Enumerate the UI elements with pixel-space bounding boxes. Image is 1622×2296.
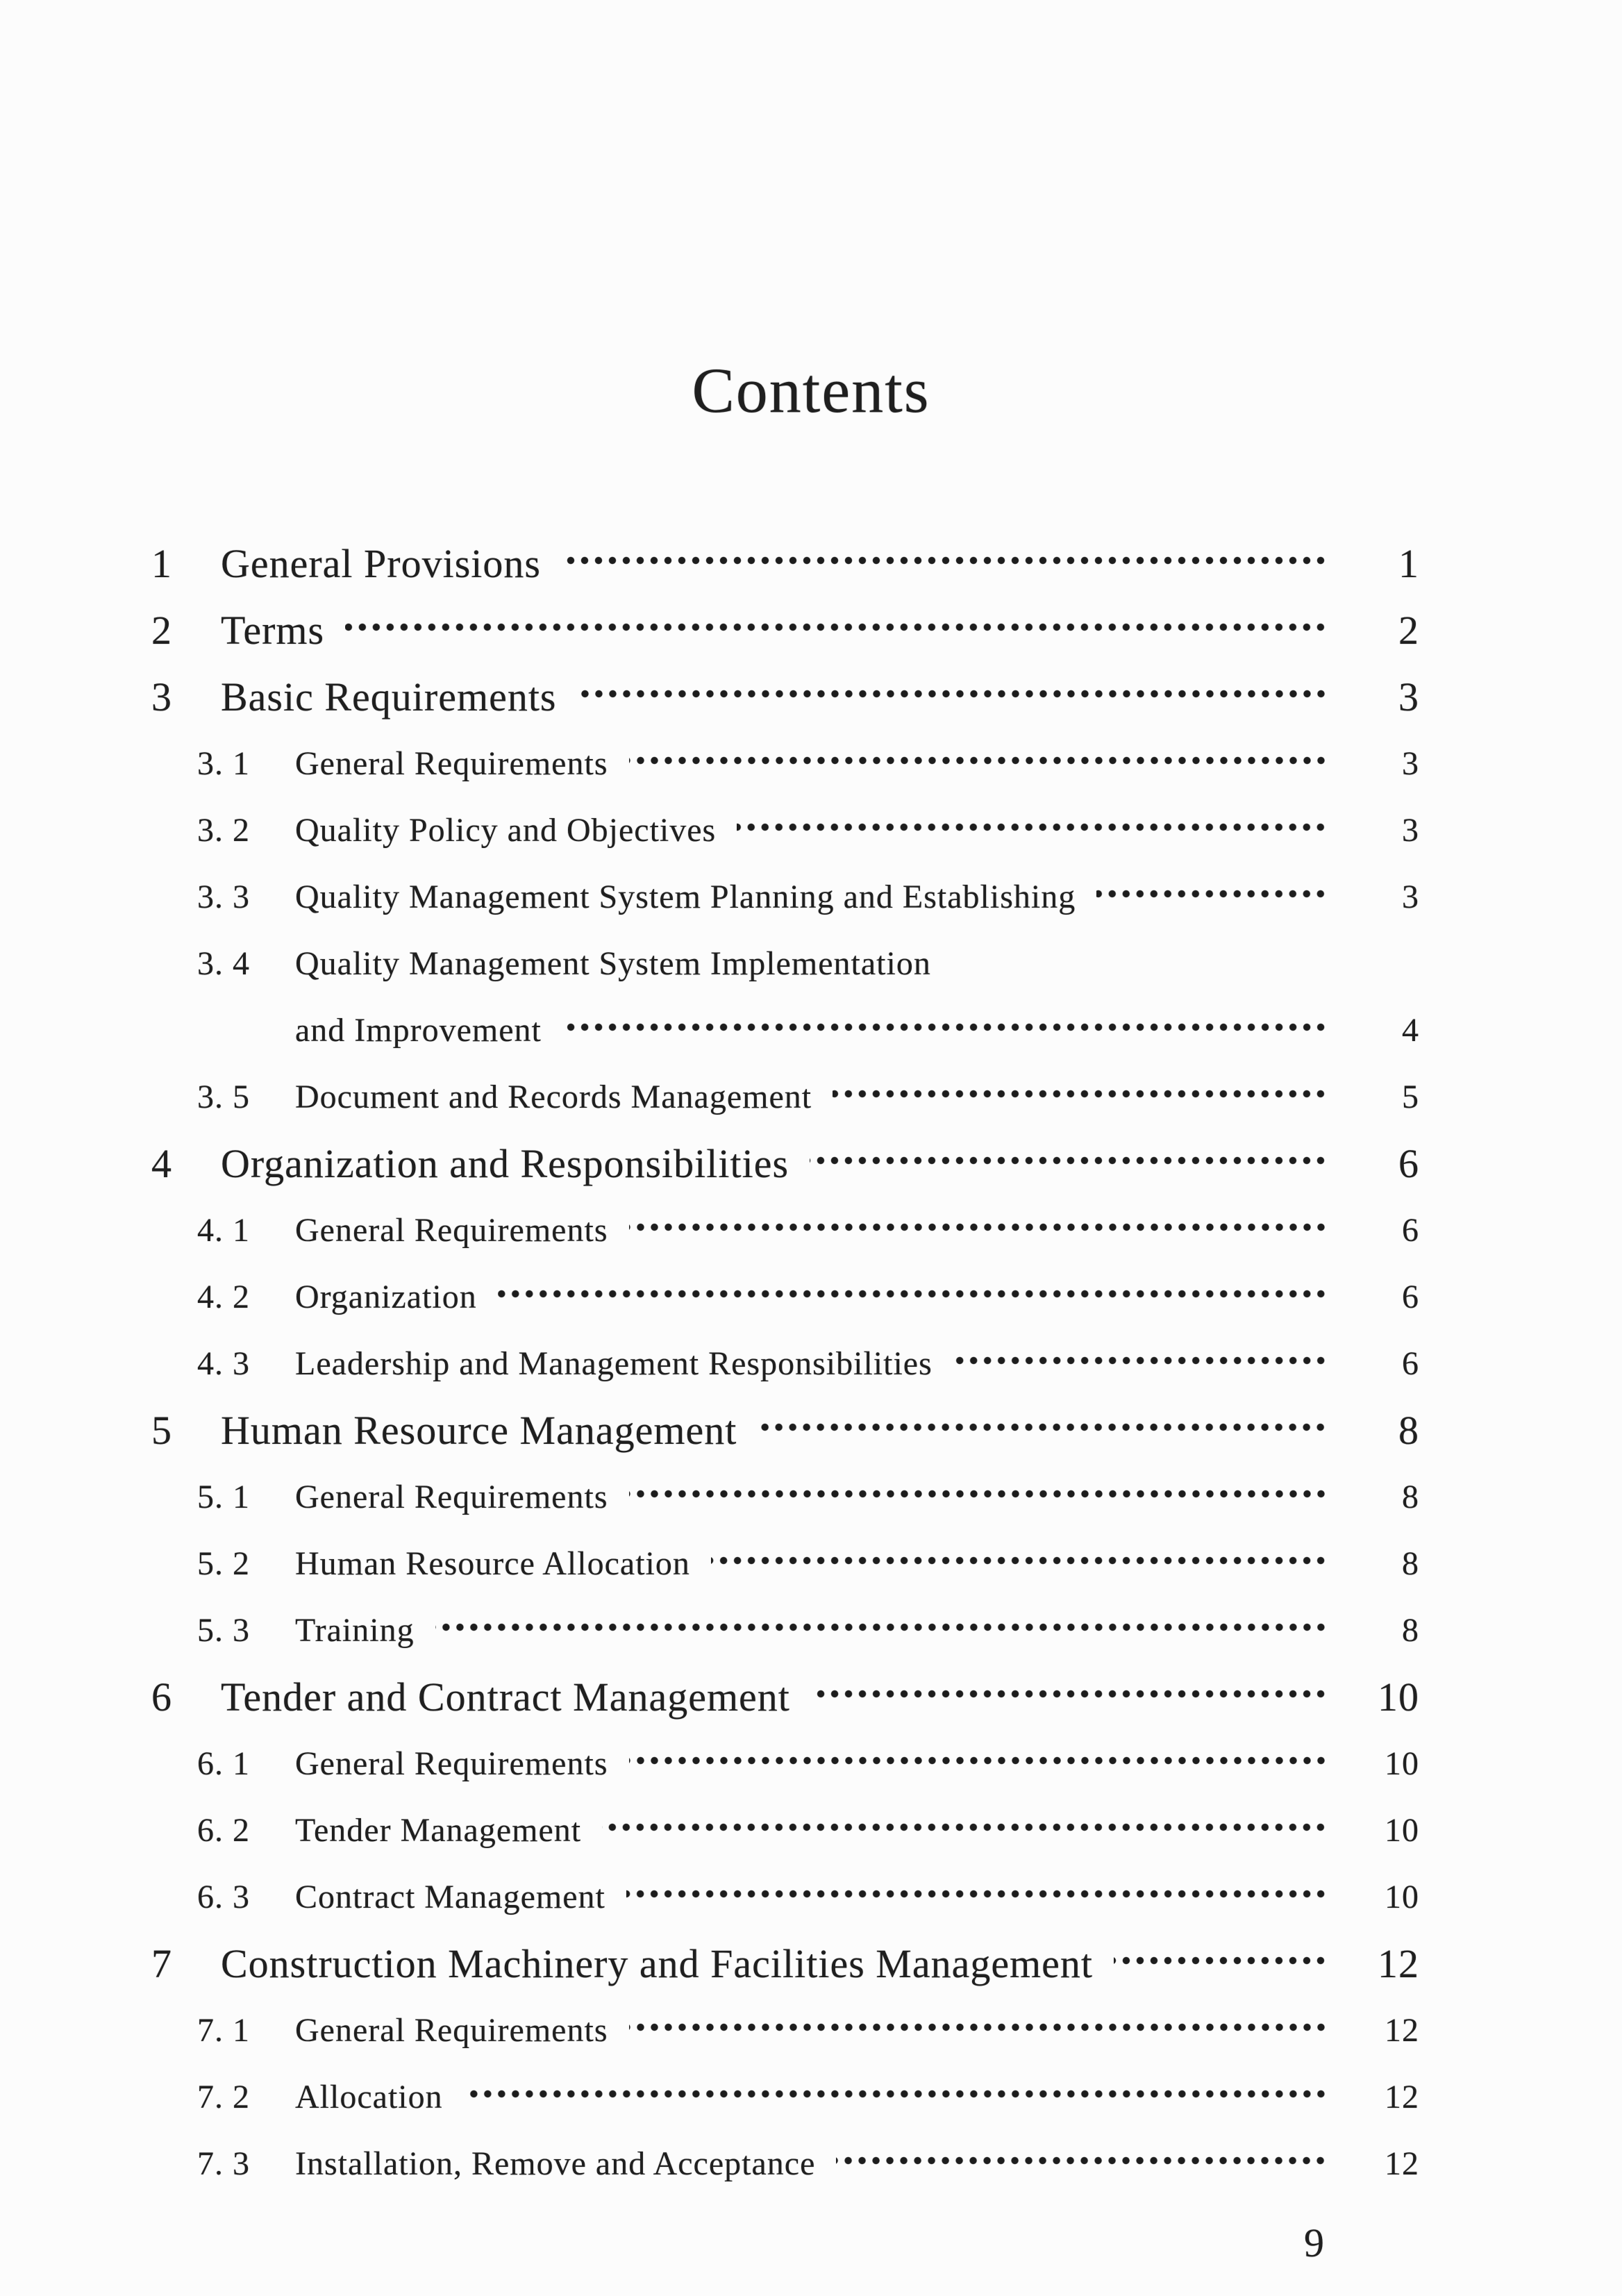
- dot-leader: [1114, 1956, 1328, 1965]
- toc-entry-row: [0, 1863, 1622, 1930]
- dot-leader: [435, 1622, 1328, 1632]
- toc-entry-number: 5. 1: [197, 1478, 250, 1515]
- toc-entry-number: 6. 3: [197, 1878, 250, 1915]
- toc-entry-row: [0, 2130, 1622, 2197]
- dot-leader: [562, 556, 1328, 565]
- dot-leader: [811, 1689, 1328, 1699]
- toc-entry-row: [0, 2063, 1622, 2130]
- dot-leader: [810, 1156, 1328, 1165]
- toc-entry-title: Quality Management System Implementation: [295, 945, 931, 982]
- toc-entry-row: [0, 1397, 1622, 1463]
- toc-entry-page: 10: [1378, 1674, 1419, 1720]
- toc-entry-number: 4. 3: [197, 1345, 250, 1382]
- toc-entry-page: 4: [1402, 1011, 1419, 1049]
- toc-entry-row: [0, 1130, 1622, 1197]
- toc-entry-number: 2: [151, 607, 172, 653]
- toc-entry-number: 7. 2: [197, 2078, 250, 2115]
- toc-entry-page: 8: [1402, 1611, 1419, 1649]
- toc-entry-page: 12: [1378, 1940, 1419, 1986]
- toc-entry-page: 3: [1398, 674, 1419, 719]
- toc-entry-number: 4. 1: [197, 1211, 250, 1249]
- toc-entry-number: 6. 2: [197, 1811, 250, 1849]
- toc-entry-page: 3: [1402, 878, 1419, 915]
- dot-leader: [711, 1556, 1328, 1565]
- toc-entry-title: Basic Requirements: [221, 674, 557, 719]
- toc-entry-title: Human Resource Allocation: [295, 1545, 690, 1582]
- toc-entry-page: 2: [1398, 607, 1419, 653]
- toc-entry-row: [0, 1597, 1622, 1663]
- toc-entry-page: 6: [1402, 1345, 1419, 1382]
- toc-entry-row: [0, 730, 1622, 797]
- toc-entry-title: General Provisions: [221, 540, 541, 586]
- toc-entry-number: 6: [151, 1674, 172, 1720]
- toc-entry-title: Tender and Contract Management: [221, 1674, 790, 1720]
- toc-entry-page: 12: [1385, 2145, 1419, 2182]
- toc-entry-number: 3. 3: [197, 878, 250, 915]
- toc-entry-number: 4. 2: [197, 1278, 250, 1315]
- toc-entry-page: 12: [1385, 2078, 1419, 2115]
- toc-entry-title: Quality Management System Planning and Establishing: [295, 878, 1076, 915]
- dot-leader: [602, 1822, 1328, 1832]
- dot-leader: [629, 2022, 1328, 2032]
- dot-leader: [1096, 889, 1328, 899]
- toc-entry-page: 6: [1398, 1140, 1419, 1186]
- toc-entry-continuation-row: [0, 997, 1622, 1063]
- dot-leader: [562, 1022, 1328, 1032]
- toc-entry-number: 1: [151, 540, 172, 586]
- toc-entry-number: 7. 1: [197, 2011, 250, 2049]
- toc-entry-title: Installation, Remove and Acceptance: [295, 2145, 816, 2182]
- toc-entry-row: [0, 1730, 1622, 1797]
- toc-entry-row: [0, 663, 1622, 730]
- toc-entry-number: 5: [151, 1407, 172, 1453]
- toc-entry-number: 3. 5: [197, 1078, 250, 1115]
- toc-entry-row: [0, 930, 1622, 997]
- toc-entry-number: 7. 3: [197, 2145, 250, 2182]
- toc-entry-number: 3. 4: [197, 945, 250, 982]
- dot-leader: [629, 1222, 1328, 1232]
- toc-entry-title: General Requirements: [295, 2011, 608, 2049]
- toc-entry-row: [0, 1063, 1622, 1130]
- toc-entry-title: Leadership and Management Responsibilities: [295, 1345, 933, 1382]
- dot-leader: [737, 822, 1328, 832]
- toc-entry-row: [0, 863, 1622, 930]
- dot-leader: [345, 622, 1328, 632]
- toc-entry-number: 5. 3: [197, 1611, 250, 1649]
- toc-entry-page: 1: [1398, 540, 1419, 586]
- toc-entry-page: 10: [1385, 1745, 1419, 1782]
- toc-entry-number: 3: [151, 674, 172, 719]
- toc-entry-title: Tender Management: [295, 1811, 582, 1849]
- toc-entry-number: 6. 1: [197, 1745, 250, 1782]
- toc-entry-row: [0, 1330, 1622, 1397]
- toc-entry-title: General Requirements: [295, 1745, 608, 1782]
- toc-entry-title: Organization: [295, 1278, 477, 1315]
- toc-entry-title: Construction Machinery and Facilities Management: [221, 1940, 1094, 1986]
- toc-entry-title: Quality Policy and Objectives: [295, 811, 717, 849]
- toc-entry-number: 5. 2: [197, 1545, 250, 1582]
- dot-leader: [629, 756, 1328, 765]
- toc-entry-title: Allocation: [295, 2078, 443, 2115]
- dot-leader: [836, 2156, 1328, 2165]
- toc-entry-page: 8: [1398, 1407, 1419, 1453]
- toc-entry-title: Document and Records Management: [295, 1078, 812, 1115]
- toc-entry-page: 3: [1402, 744, 1419, 782]
- toc-entry-page: 12: [1385, 2011, 1419, 2049]
- toc-entry-page: 6: [1402, 1278, 1419, 1315]
- toc-entry-page: 5: [1402, 1078, 1419, 1115]
- toc-entry-row: [0, 1930, 1622, 1997]
- toc-entry-title: Human Resource Management: [221, 1407, 737, 1453]
- dot-leader: [629, 1489, 1328, 1499]
- dot-leader: [629, 1756, 1328, 1765]
- table-of-contents: [0, 530, 1622, 2197]
- toc-entry-row: [0, 597, 1622, 663]
- dot-leader: [464, 2089, 1328, 2099]
- toc-entry-title: Training: [295, 1611, 415, 1649]
- page-number-folio: 9: [1304, 2220, 1324, 2265]
- toc-entry-page: 8: [1402, 1545, 1419, 1582]
- toc-entry-title-continuation: and Improvement: [295, 1011, 542, 1049]
- toc-entry-title: General Requirements: [295, 1478, 608, 1515]
- dot-leader: [758, 1422, 1328, 1432]
- toc-entry-row: [0, 797, 1622, 863]
- toc-entry-title: General Requirements: [295, 744, 608, 782]
- toc-entry-page: 8: [1402, 1478, 1419, 1515]
- toc-entry-row: [0, 1197, 1622, 1263]
- toc-entry-title: Organization and Responsibilities: [221, 1140, 789, 1186]
- toc-entry-row: [0, 1530, 1622, 1597]
- toc-entry-row: [0, 1797, 1622, 1863]
- dot-leader: [498, 1289, 1328, 1299]
- dot-leader: [626, 1889, 1328, 1899]
- dot-leader: [953, 1356, 1328, 1365]
- toc-entry-row: [0, 1997, 1622, 2063]
- toc-entry-row: [0, 530, 1622, 597]
- toc-entry-title: Contract Management: [295, 1878, 605, 1915]
- toc-entry-row: [0, 1263, 1622, 1330]
- dot-leader: [833, 1089, 1328, 1099]
- toc-entry-row: [0, 1463, 1622, 1530]
- toc-entry-number: 3. 1: [197, 744, 250, 782]
- toc-entry-page: 10: [1385, 1811, 1419, 1849]
- toc-entry-title: General Requirements: [295, 1211, 608, 1249]
- page-title: Contents: [692, 355, 930, 426]
- toc-entry-row: [0, 1663, 1622, 1730]
- toc-entry-title: Terms: [221, 607, 325, 653]
- toc-entry-number: 7: [151, 1940, 172, 1986]
- toc-entry-page: 10: [1385, 1878, 1419, 1915]
- toc-entry-page: 6: [1402, 1211, 1419, 1249]
- toc-entry-number: 4: [151, 1140, 172, 1186]
- toc-entry-page: 3: [1402, 811, 1419, 849]
- toc-entry-number: 3. 2: [197, 811, 250, 849]
- dot-leader: [578, 689, 1328, 699]
